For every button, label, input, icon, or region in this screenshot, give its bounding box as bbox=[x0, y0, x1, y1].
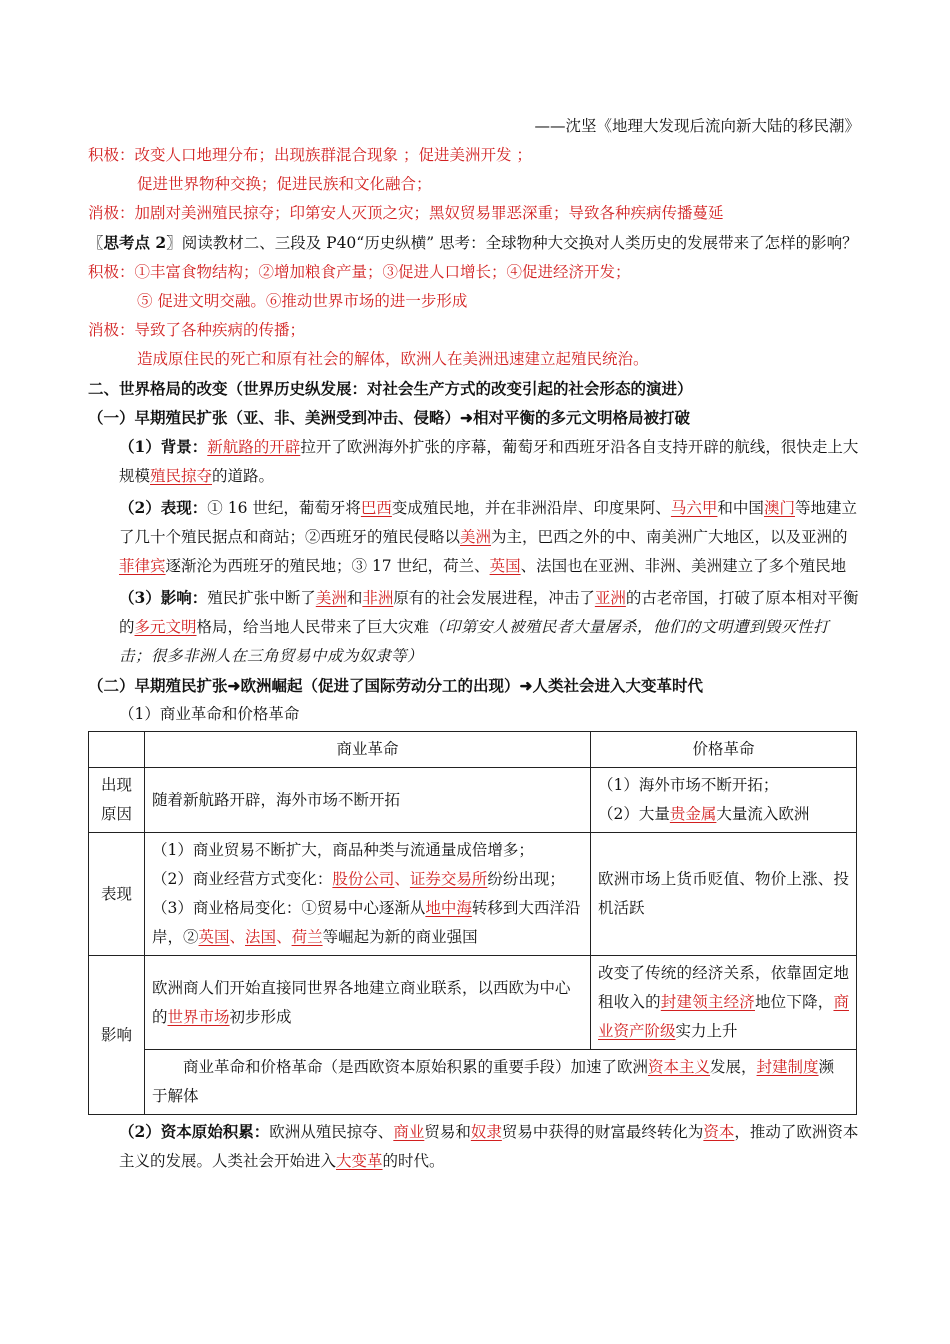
impact-paragraph: （3）影响：殖民扩张中断了美洲和非洲原有的社会发展进程，冲击了亚洲的古老帝国，打破了原本相对平衡的多元文明格局，给当地人民带来了巨大灾难（印第安人被殖民者大量屠杀，他们的文明遭到毁灭性打击；很多非洲人在三角贸易中成为奴隶等） bbox=[119, 588, 859, 665]
header-commercial-revolution: 商业革命 bbox=[145, 732, 591, 768]
negative-effects-2-cont: 造成原住民的死亡和原有社会的解体，欧洲人在美洲迅速建立起殖民统治。 bbox=[137, 350, 649, 368]
capital-accumulation-paragraph: （2）资本原始积累：欧洲从殖民掠夺、商业贸易和奴隶贸易中获得的财富最终转化为资本，推动了欧洲资本主义的发展。人类社会开始进入大变革的时代。 bbox=[119, 1122, 859, 1170]
subsection-heading-2: （二）早期殖民扩张➜欧洲崛起（促进了国际劳动分工的出现）➜人类社会进入大变革时代 bbox=[88, 676, 703, 695]
quote-source: ——沈坚《地理大发现后流向新大陆的移民潮》 bbox=[534, 117, 860, 135]
background-paragraph: （1）背景：新航路的开辟拉开了欧洲海外扩张的序幕，葡萄牙和西班牙沿各自支持开辟的航线，很快走上大规模殖民掠夺的道路。 bbox=[119, 437, 859, 485]
manifestation-paragraph: （2）表现：① 16 世纪，葡萄牙将巴西变成殖民地，并在非洲沿岸、印度果阿、马六甲和中国澳门等地建立了几十个殖民据点和商站；②西班牙的殖民侵略以美洲为主，巴西之外的中、南美洲广大地区，以及亚洲的菲律宾逐渐沦为西班牙的殖民地；③ 17 世纪，荷兰、英国、法国也在亚洲、非洲、美洲建立了多个殖民地 bbox=[119, 498, 857, 575]
table-row: 出现原因 随着新航路开辟，海外市场不断开拓 （1）海外市场不断开拓； （2）大量贵金属大量流入欧洲 bbox=[89, 768, 857, 833]
negative-effects-1: 消极：加剧对美洲殖民掠夺；印第安人灭顶之灾；黑奴贸易罪恶深重；导致各种疾病传播蔓延 bbox=[88, 204, 724, 222]
document-page bbox=[88, 112, 860, 1176]
positive-effects-2: 积极：①丰富食物结构；②增加粮食产量；③促进人口增长；④促进经济开发； bbox=[88, 263, 631, 281]
positive-effects-1-cont: 促进世界物种交换；促进民族和文化融合； bbox=[137, 175, 432, 193]
row-label-cause: 出现原因 bbox=[89, 768, 145, 833]
row-label-manifestation: 表现 bbox=[89, 833, 145, 956]
table-row: 商业革命和价格革命（是西欧资本原始积累的重要手段）加速了欧洲资本主义发展，封建制度濒于解体 bbox=[89, 1050, 857, 1115]
table-row: 表现 （1）商业贸易不断扩大，商品种类与流通量成倍增多； （2）商业经营方式变化：股份公司、证券交易所纷纷出现； （3）商业格局变化：①贸易中心逐渐从地中海转移到大西洋沿岸，②英国、法国、荷兰等崛起为新的商业强国 欧洲市场上货币贬值、物价上涨、投机活跃 bbox=[89, 833, 857, 956]
subsection-heading-1: （一）早期殖民扩张（亚、非、美洲受到冲击、侵略）➜相对平衡的多元文明格局被打破 bbox=[88, 408, 690, 427]
table-row: 影响 欧洲商人们开始直接同世界各地建立商业联系，以西欧为中心的世界市场初步形成 改变了传统的经济关系，依靠固定地租收入的封建领主经济地位下降，商业资产阶级实力上升 bbox=[89, 956, 857, 1050]
negative-effects-2: 消极：导致了各种疾病的传播； bbox=[88, 321, 306, 339]
positive-effects-1: 积极：改变人口地理分布；出现族群混合现象 ；促进美洲开发 ； bbox=[88, 146, 532, 164]
section-heading-2: 二、世界格局的改变（世界历史纵发展：对社会生产方式的改变引起的社会形态的演进） bbox=[88, 379, 693, 398]
table-header-row bbox=[89, 732, 857, 768]
think-point-2: 〖思考点 2〗阅读教材二、三段及 P40“历史纵横” 思考：全球物种大交换对人类历史的发展带来了怎样的影响？ bbox=[88, 233, 858, 252]
row-label-impact: 影响 bbox=[89, 956, 145, 1115]
revolution-table bbox=[88, 731, 857, 1115]
table-caption: （1）商业革命和价格革命 bbox=[119, 705, 300, 723]
positive-effects-2-cont: ⑤ 促进文明交融。⑥推动世界市场的进一步形成 bbox=[137, 292, 468, 310]
header-price-revolution: 价格革命 bbox=[591, 732, 857, 768]
